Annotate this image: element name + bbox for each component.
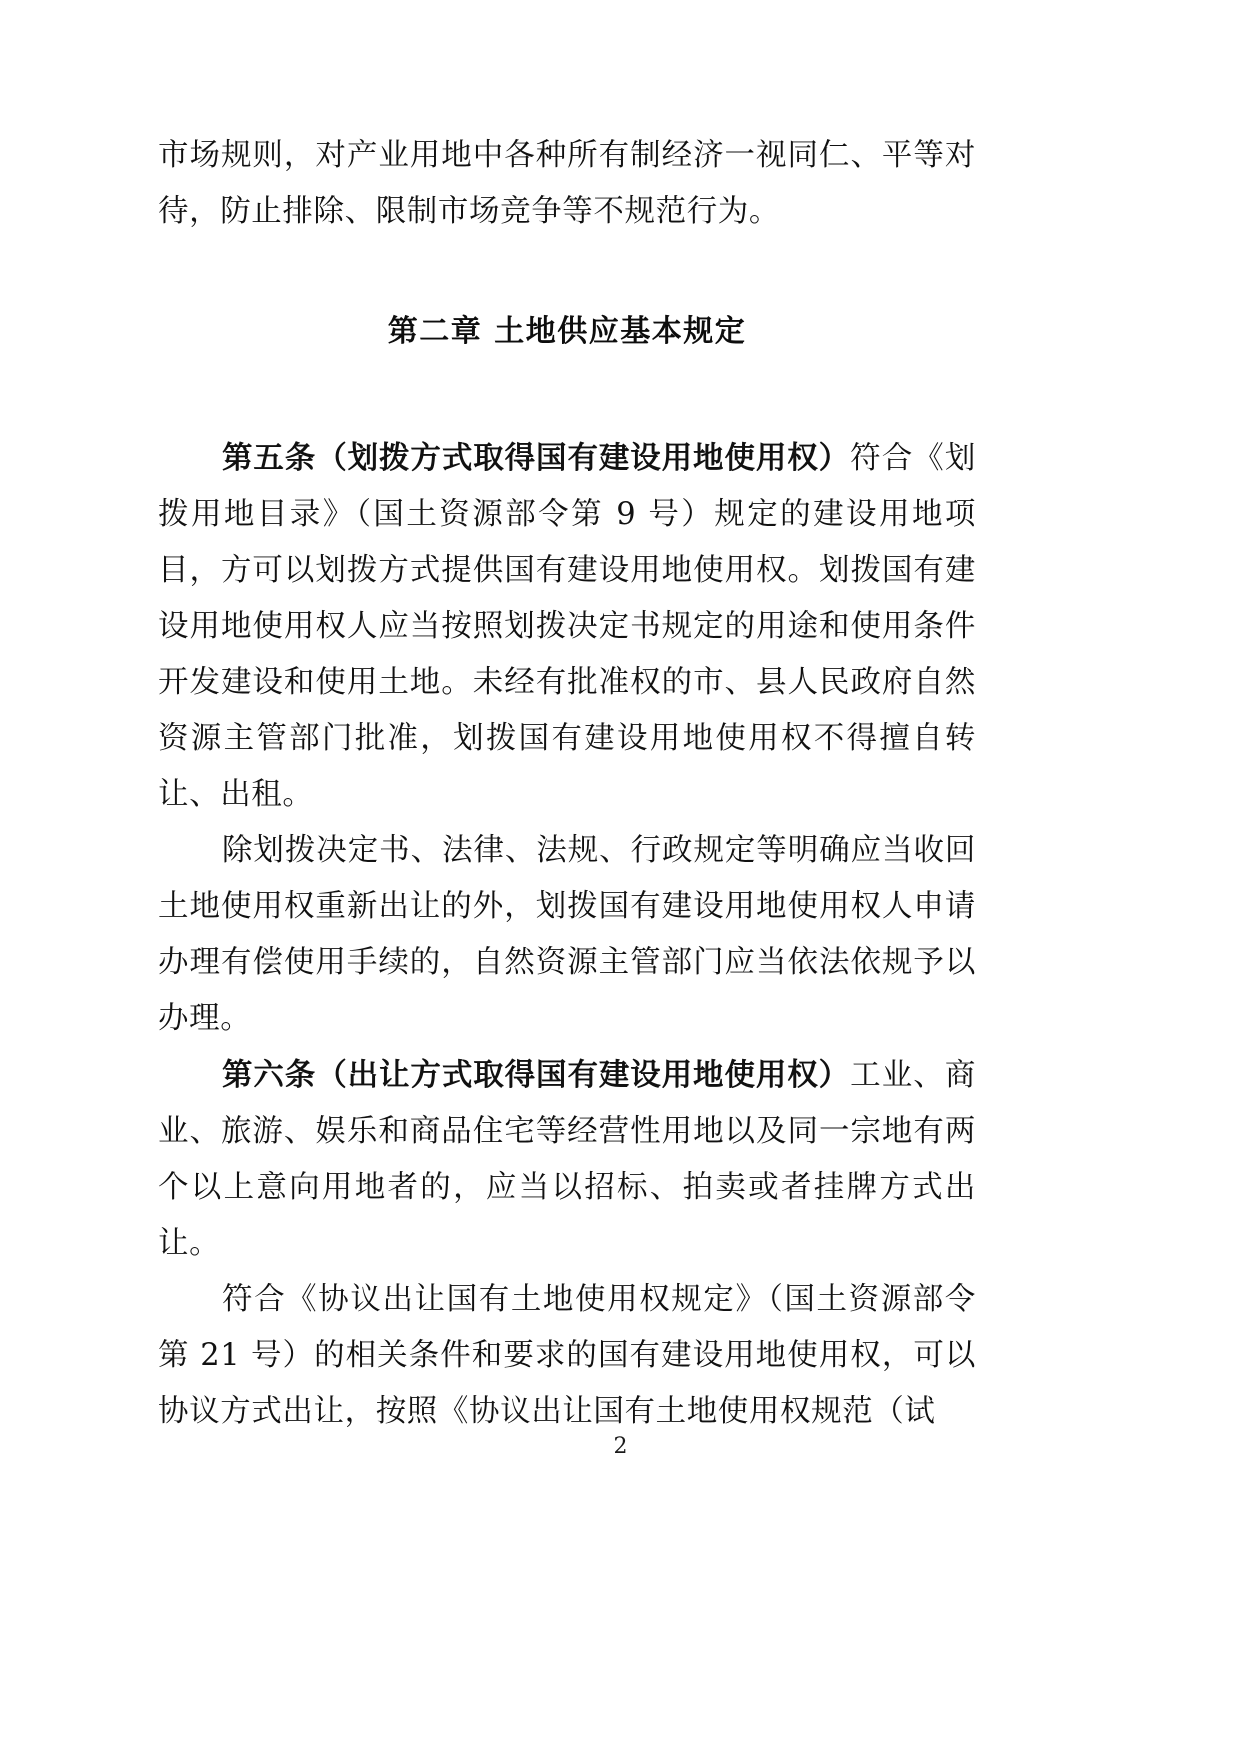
article-six-title: 第六条（出让方式取得国有建设用地使用权） (222, 1057, 851, 1093)
article-six-paragraph-two: 符合《协议出让国有土地使用权规定》（国土资源部令第 21 号）的相关条件和要求的国有建设用地使用权，可以协议方式出让，按照《协议出让国有土地使用权规范（试 (158, 1282, 976, 1429)
article-six-paragraph-one (158, 1047, 976, 1272)
spacer (158, 240, 976, 312)
spacer (158, 352, 976, 430)
article-five-body: 符合《划拨用地目录》（国土资源部令第 9 号）规定的建设用地项目，方可以划拨方式提供国有建设用地使用权。划拨国有建设用地使用权人应当按照划拨决定书规定的用途和使用条件开发建设和使用土地。未经有批准权的市、县人民政府自然资源主管部门批准，划拨国有建设用地使用权不得擅自转让、出租。 (158, 441, 977, 812)
article-five-paragraph-one (158, 430, 976, 823)
article-five-paragraph-two: 除划拨决定书、法律、法规、行政规定等明确应当收回土地使用权重新出让的外，划拨国有建设用地使用权人申请办理有偿使用手续的，自然资源主管部门应当依法依规予以办理。 (158, 833, 976, 1036)
article-six-body: 工业、商业、旅游、娱乐和商品住宅等经营性用地以及同一宗地有两个以上意向用地者的，应当以招标、拍卖或者挂牌方式出让。 (158, 1058, 977, 1261)
page-content-area (158, 128, 976, 1440)
article-five-title: 第五条（划拨方式取得国有建设用地使用权） (222, 440, 851, 476)
page-number: 2 (613, 1434, 628, 1459)
paragraph-market-rules-continued: 市场规则，对产业用地中各种所有制经济一视同仁、平等对待，防止排除、限制市场竞争等不规范行为。 (158, 138, 976, 229)
chapter-heading: 第二章 土地供应基本规定 (387, 314, 747, 349)
